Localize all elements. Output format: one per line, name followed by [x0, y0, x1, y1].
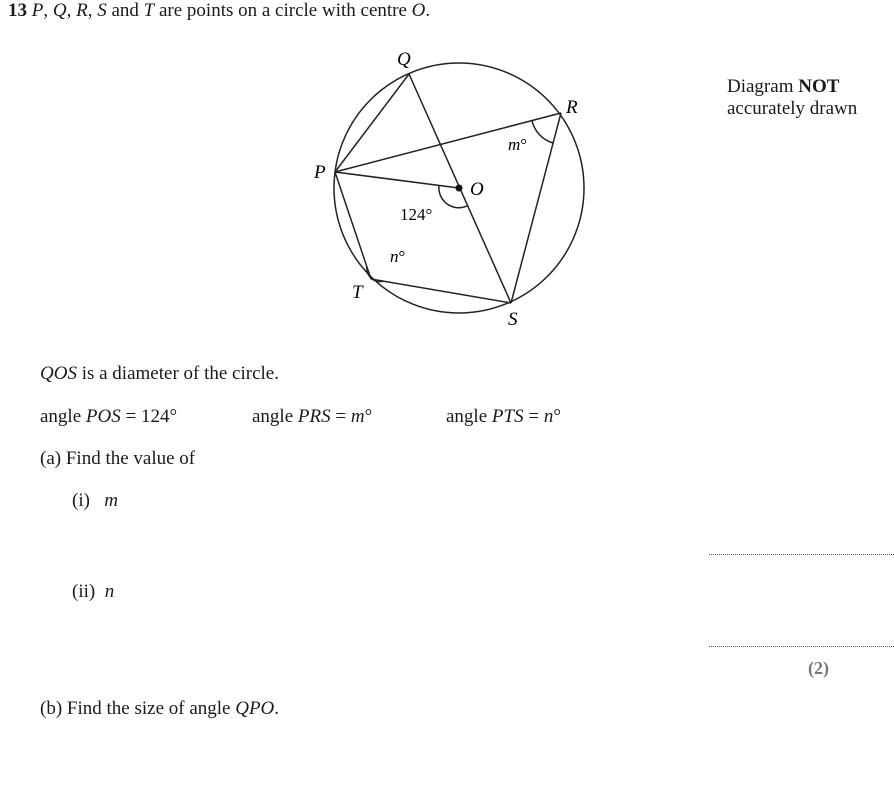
chord-ts — [371, 279, 511, 303]
label-q: Q — [397, 49, 411, 70]
question-intro: P, Q, R, S and T are points on a circle with centre O. — [31, 0, 431, 21]
label-angle-m: m° — [508, 135, 528, 154]
diagram-note: Diagram NOT accurately drawn — [727, 76, 858, 119]
answer-line-a-ii[interactable] — [709, 646, 894, 647]
centre-point — [456, 185, 463, 192]
label-p: P — [314, 162, 326, 183]
label-angle-n: n° — [390, 247, 406, 266]
label-o: O — [470, 179, 484, 200]
answer-line-a-i[interactable] — [709, 554, 894, 555]
label-r: R — [566, 97, 578, 118]
part-a: (a) Find the value of — [40, 448, 196, 469]
angle-pts-statement: angle PTS = n° — [446, 406, 561, 427]
part-b: (b) Find the size of angle QPO. — [40, 698, 280, 719]
radius-po — [335, 172, 459, 188]
label-angle-124: 124° — [400, 205, 433, 224]
part-a-i: (i) m — [72, 490, 118, 511]
angle-prs-statement: angle PRS = m° — [252, 406, 373, 427]
chord-qp — [335, 74, 409, 172]
question-number: 13 — [8, 0, 27, 21]
marks-part-a: (2) — [808, 658, 829, 678]
diameter-statement: QOS is a diameter of the circle. — [40, 363, 279, 384]
circle-diagram — [0, 0, 894, 340]
arc-angle-prs — [532, 121, 553, 144]
label-t: T — [352, 282, 363, 303]
label-s: S — [508, 309, 518, 330]
angle-pos-statement: angle POS = 124° — [40, 406, 178, 427]
part-a-ii: (ii) n — [72, 581, 115, 602]
